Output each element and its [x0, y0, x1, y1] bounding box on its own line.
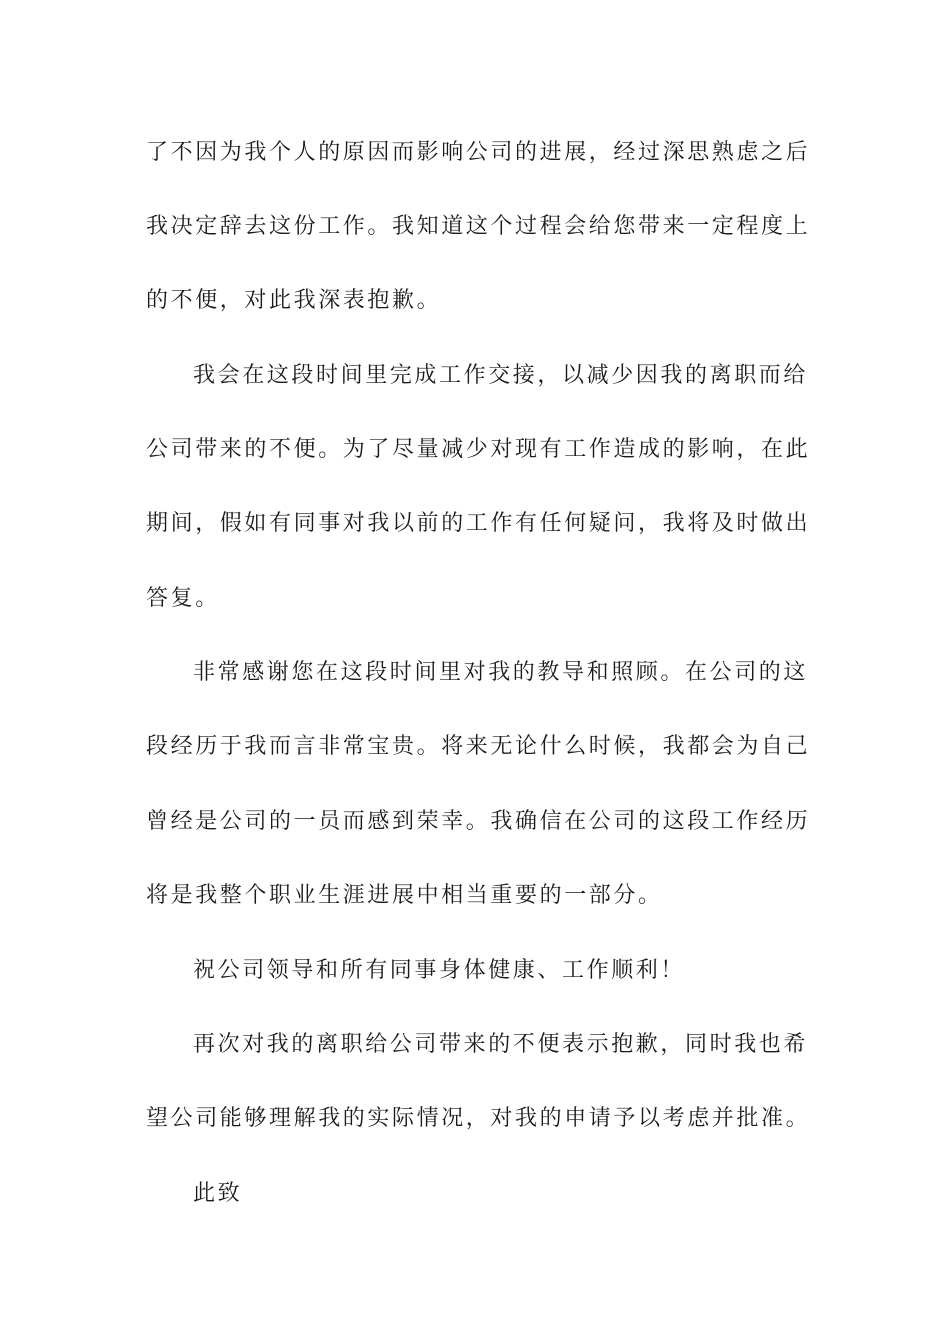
paragraph-line: 望公司能够理解我的实际情况，对我的申请予以考虑并批准。 — [146, 1106, 811, 1131]
paragraph-line: 段经历于我而言非常宝贵。将来无论什么时候，我都会为自己 — [146, 734, 811, 759]
paragraph-line: 再次对我的离职给公司带来的不便表示抱歉，同时我也希 — [193, 1032, 809, 1057]
paragraph-line: 的不便，对此我深表抱歉。 — [146, 288, 442, 313]
paragraph-line: 了不因为我个人的原因而影响公司的进展，经过深思熟虑之后 — [146, 140, 811, 165]
paragraph-line: 祝公司领导和所有同事身体健康、工作顺利！ — [193, 958, 686, 983]
paragraph-line: 公司带来的不便。为了尽量减少对现有工作造成的影响，在此 — [146, 437, 811, 462]
paragraph-line: 答复。 — [146, 586, 220, 611]
paragraph-line: 非常感谢您在这段时间里对我的教导和照顾。在公司的这 — [193, 660, 809, 685]
paragraph-line: 曾经是公司的一员而感到荣幸。我确信在公司的这段工作经历 — [146, 809, 811, 834]
paragraph-line: 我会在这段时间里完成工作交接，以减少因我的离职而给 — [193, 363, 809, 388]
paragraph-line: 我决定辞去这份工作。我知道这个过程会给您带来一定程度上 — [146, 214, 811, 239]
paragraph-line: 期间，假如有同事对我以前的工作有任何疑问，我将及时做出 — [146, 511, 811, 536]
closing-line: 此致 — [193, 1181, 243, 1206]
paragraph-line: 将是我整个职业生涯进展中相当重要的一部分。 — [146, 883, 663, 908]
